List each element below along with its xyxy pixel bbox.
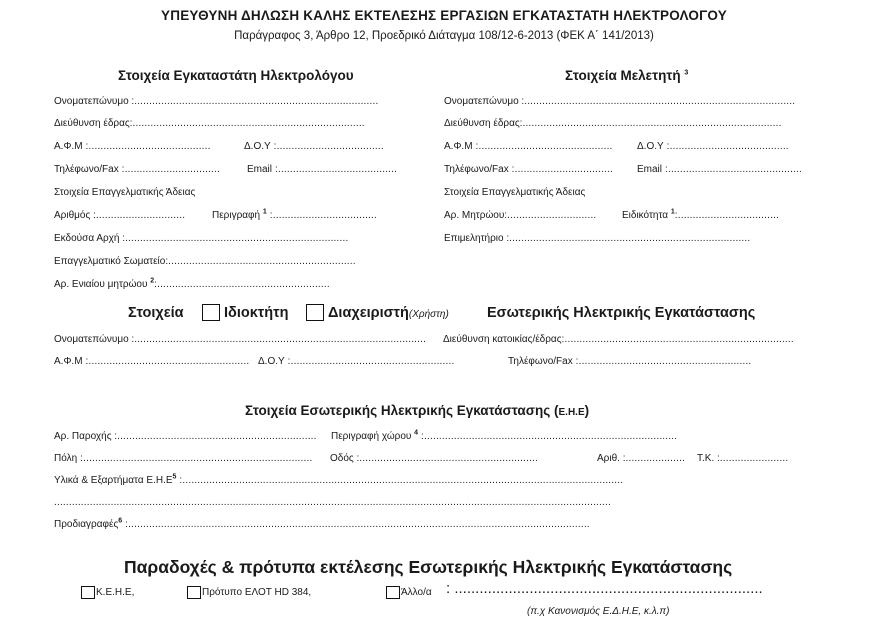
designer-doy-label: Δ.Ο.Υ bbox=[637, 141, 664, 152]
footnote-5-marker: 5 bbox=[172, 473, 177, 481]
specs-label: Προδιαγραφές bbox=[54, 519, 119, 530]
footnote-4-marker: 4 bbox=[414, 429, 419, 437]
street-number-field[interactable]: Αριθ. :.................... bbox=[597, 453, 686, 464]
zip-label: Τ.Κ. : bbox=[697, 453, 720, 464]
installer-doy-field[interactable]: Δ.Ο.Υ :.................................... bbox=[244, 141, 384, 152]
designer-afm-field[interactable]: Α.Φ.Μ :............................................. bbox=[444, 141, 613, 152]
other-label: Άλλο/α bbox=[401, 587, 432, 598]
owner-doy-field[interactable]: Δ.Ο.Υ :....................................................... bbox=[258, 356, 455, 367]
designer-phone-field[interactable]: Τηλέφωνο/Fax :................................. bbox=[444, 164, 613, 175]
installer-number-label: Αριθμός : bbox=[54, 210, 96, 221]
owner-residence-field[interactable]: Διεύθυνση κατοικίας/έδρας:............................................................................. bbox=[443, 334, 794, 345]
supply-number-label: Αρ. Παροχής : bbox=[54, 431, 118, 442]
owner-name-field[interactable]: Ονοματεπώνυμο :.................................................................................................. bbox=[54, 334, 427, 345]
designer-registry-label: Αρ. Μητρώου: bbox=[444, 210, 508, 221]
materials-field[interactable]: Υλικά & Εξαρτήματα $E.H.E^5$ :.................................................................................................................................................... bbox=[54, 473, 624, 486]
zip-field[interactable]: Τ.Κ. :....................... bbox=[697, 453, 789, 464]
designer-registry-field[interactable]: Αρ. Μητρώου:.............................. bbox=[444, 210, 597, 221]
city-label: Πόλη bbox=[54, 453, 78, 464]
footnote-1-marker: 1 bbox=[670, 208, 675, 216]
designer-license-label: Στοιχεία Επαγγελματικής Άδειας bbox=[444, 187, 586, 198]
document-subtitle: Παράγραφος 3, Άρθρο 12, Προεδρικό Διάταγμα 108/12-6-2013 (ΦΕΚ Α΄ 141/2013) bbox=[234, 30, 654, 42]
other-checkbox[interactable] bbox=[386, 586, 400, 599]
street-label: Οδός : bbox=[330, 453, 360, 464]
owner-name-label: Ονοματεπώνυμο : bbox=[54, 334, 135, 345]
installer-description-label: Περιγραφή bbox=[212, 210, 261, 221]
installer-association-field[interactable]: Επαγγελματικό Σωματείο:............................................................... bbox=[54, 256, 356, 267]
installer-heading: Στοιχεία Εγκαταστάτη Ηλεκτρολόγου bbox=[118, 68, 354, 83]
keie-checkbox[interactable] bbox=[81, 586, 95, 599]
installer-afm-label: Α.Φ.Μ bbox=[54, 141, 83, 152]
installer-name-field[interactable]: Ονοματεπώνυμο :.................................................................................. bbox=[54, 96, 379, 107]
elot-checkbox[interactable] bbox=[187, 586, 201, 599]
designer-specialty-label: Ειδικότητα bbox=[622, 210, 669, 221]
materials-continuation-line[interactable]: ........................................................................................................................................................................................... bbox=[54, 497, 611, 508]
designer-email-field[interactable]: Email :............................................. bbox=[637, 164, 802, 175]
installer-address-field[interactable]: Διεύθυνση έδρας:.............................................................................. bbox=[54, 118, 365, 129]
supply-number-field[interactable]: Αρ. Παροχής :................................................................... bbox=[54, 431, 317, 442]
footnote-2-marker: 2 bbox=[150, 277, 155, 285]
installer-authority-field[interactable]: Εκδούσα Αρχή :........................................................................... bbox=[54, 233, 349, 244]
installer-email-label: Email bbox=[247, 164, 273, 175]
designer-name-label: Ονοματεπώνυμο : bbox=[444, 96, 525, 107]
installation-heading: Στοιχεία Εσωτερικής Ηλεκτρικής Εγκατάστασης (Ε.Η.Ε) bbox=[245, 403, 590, 418]
installation-heading-abbr: (Ε.Η.Ε) bbox=[554, 403, 590, 418]
designer-doy-field[interactable]: Δ.Ο.Υ :........................................ bbox=[637, 141, 789, 152]
designer-specialty-field[interactable]: Ειδικότητα $^1$:.................................. bbox=[622, 208, 780, 221]
manager-option-label: Διαχειριστή bbox=[328, 305, 409, 321]
installer-name-label: Ονοματεπώνυμο : bbox=[54, 96, 135, 107]
owner-phone-label: Τηλέφωνο/Fax bbox=[508, 356, 573, 367]
manager-option-note: (Χρήστη) bbox=[408, 309, 449, 320]
document-title: ΥΠΕΥΘΥΝΗ ΔΗΛΩΣΗ ΚΑΛΗΣ ΕΚΤΕΛΕΣΗΣ ΕΡΓΑΣΙΩΝ ΕΓΚΑΤΑΣΤΑΤΗ ΗΛΕΚΤΡΟΛΟΓΟΥ bbox=[161, 8, 727, 23]
standards-heading: Παραδοχές & πρότυπα εκτέλεσης Εσωτερικής Ηλεκτρικής Εγκατάστασης bbox=[124, 557, 733, 577]
owner-heading-prefix: Στοιχεία bbox=[128, 305, 184, 321]
installer-phone-label: Τηλέφωνο/Fax bbox=[54, 164, 119, 175]
designer-chamber-field[interactable]: Επιμελητήριο :................................................................................. bbox=[444, 233, 751, 244]
footnote-3-marker: 3 bbox=[684, 69, 689, 77]
installer-authority-label: Εκδούσα Αρχή : bbox=[54, 233, 126, 244]
street-field[interactable]: Οδός :............................................................ bbox=[330, 453, 538, 464]
owner-afm-label: Α.Φ.Μ bbox=[54, 356, 83, 367]
space-description-field[interactable]: Περιγραφή χώρου $^4$ :..................................................................................... bbox=[331, 429, 678, 442]
materials-label: Υλικά & Εξαρτήματα Ε.Η.Ε bbox=[54, 475, 173, 486]
installer-registry-field[interactable]: Αρ. Ενιαίου μητρώου $^2$:.......................................................... bbox=[54, 277, 330, 290]
footnote-1-marker: 1 bbox=[262, 208, 267, 216]
installer-phone-field[interactable]: Τηλέφωνο/Fax :................................ bbox=[54, 164, 220, 175]
owner-afm-field[interactable]: Α.Φ.Μ :...................................................... bbox=[54, 356, 250, 367]
keie-label: Κ.Ε.Η.Ε, bbox=[96, 587, 135, 598]
designer-address-label: Διεύθυνση έδρας: bbox=[444, 118, 523, 129]
owner-residence-label: Διεύθυνση κατοικίας/έδρας bbox=[443, 334, 562, 345]
designer-email-label: Email bbox=[637, 164, 663, 175]
installer-registry-label: Αρ. Ενιαίου μητρώου bbox=[54, 279, 148, 290]
street-number-label: Αριθ. : bbox=[597, 453, 626, 464]
installer-doy-label: Δ.Ο.Υ bbox=[244, 141, 271, 152]
space-description-label: Περιγραφή χώρου bbox=[331, 431, 412, 442]
designer-phone-label: Τηλέφωνο/Fax bbox=[444, 164, 509, 175]
other-standards-field[interactable]: : .......................................................................... bbox=[446, 580, 763, 597]
manager-option bbox=[328, 305, 449, 321]
other-standards-example: (π.χ Κανονισμός Ε.Δ.Η.Ε, κ.λ.π) bbox=[527, 606, 670, 617]
footnote-6-marker: 6 bbox=[118, 517, 123, 525]
elot-label: Πρότυπο ΕΛΟΤ HD 384, bbox=[202, 587, 312, 598]
installer-description-field[interactable]: Περιγραφή $^1$ :................................... bbox=[212, 208, 377, 221]
installer-number-field[interactable]: Αριθμός :.............................. bbox=[54, 210, 186, 221]
specs-field[interactable]: Προδιαγραφές$^6$ :........................................................................................................................................................... bbox=[54, 517, 590, 530]
designer-heading: Στοιχεία Μελετητή $^3$ bbox=[565, 68, 689, 83]
owner-phone-field[interactable]: Τηλέφωνο/Fax :.......................................................... bbox=[508, 356, 752, 367]
owner-heading-suffix: Εσωτερικής Ηλεκτρικής Εγκατάστασης bbox=[487, 305, 756, 321]
designer-address-field[interactable]: Διεύθυνση έδρας:....................................................................................... bbox=[444, 118, 782, 129]
designer-afm-label: Α.Φ.Μ bbox=[444, 141, 473, 152]
owner-doy-label: Δ.Ο.Υ bbox=[258, 356, 285, 367]
manager-checkbox[interactable] bbox=[306, 304, 324, 321]
owner-option-label: Ιδιοκτήτη bbox=[224, 305, 289, 321]
installer-address-label: Διεύθυνση έδρας: bbox=[54, 118, 133, 129]
city-field[interactable]: Πόλη :............................................................................. bbox=[54, 453, 313, 464]
owner-checkbox[interactable] bbox=[202, 304, 220, 321]
installer-email-field[interactable]: Email :........................................ bbox=[247, 164, 398, 175]
installer-association-label: Επαγγελματικό Σωματείο: bbox=[54, 256, 169, 267]
designer-chamber-label: Επιμελητήριο : bbox=[444, 233, 510, 244]
designer-name-field[interactable]: Ονοματεπώνυμο :........................................................................................... bbox=[444, 96, 796, 107]
installer-afm-field[interactable]: Α.Φ.Μ :......................................... bbox=[54, 141, 211, 152]
installer-license-label: Στοιχεία Επαγγελματικής Άδειας bbox=[54, 187, 196, 198]
